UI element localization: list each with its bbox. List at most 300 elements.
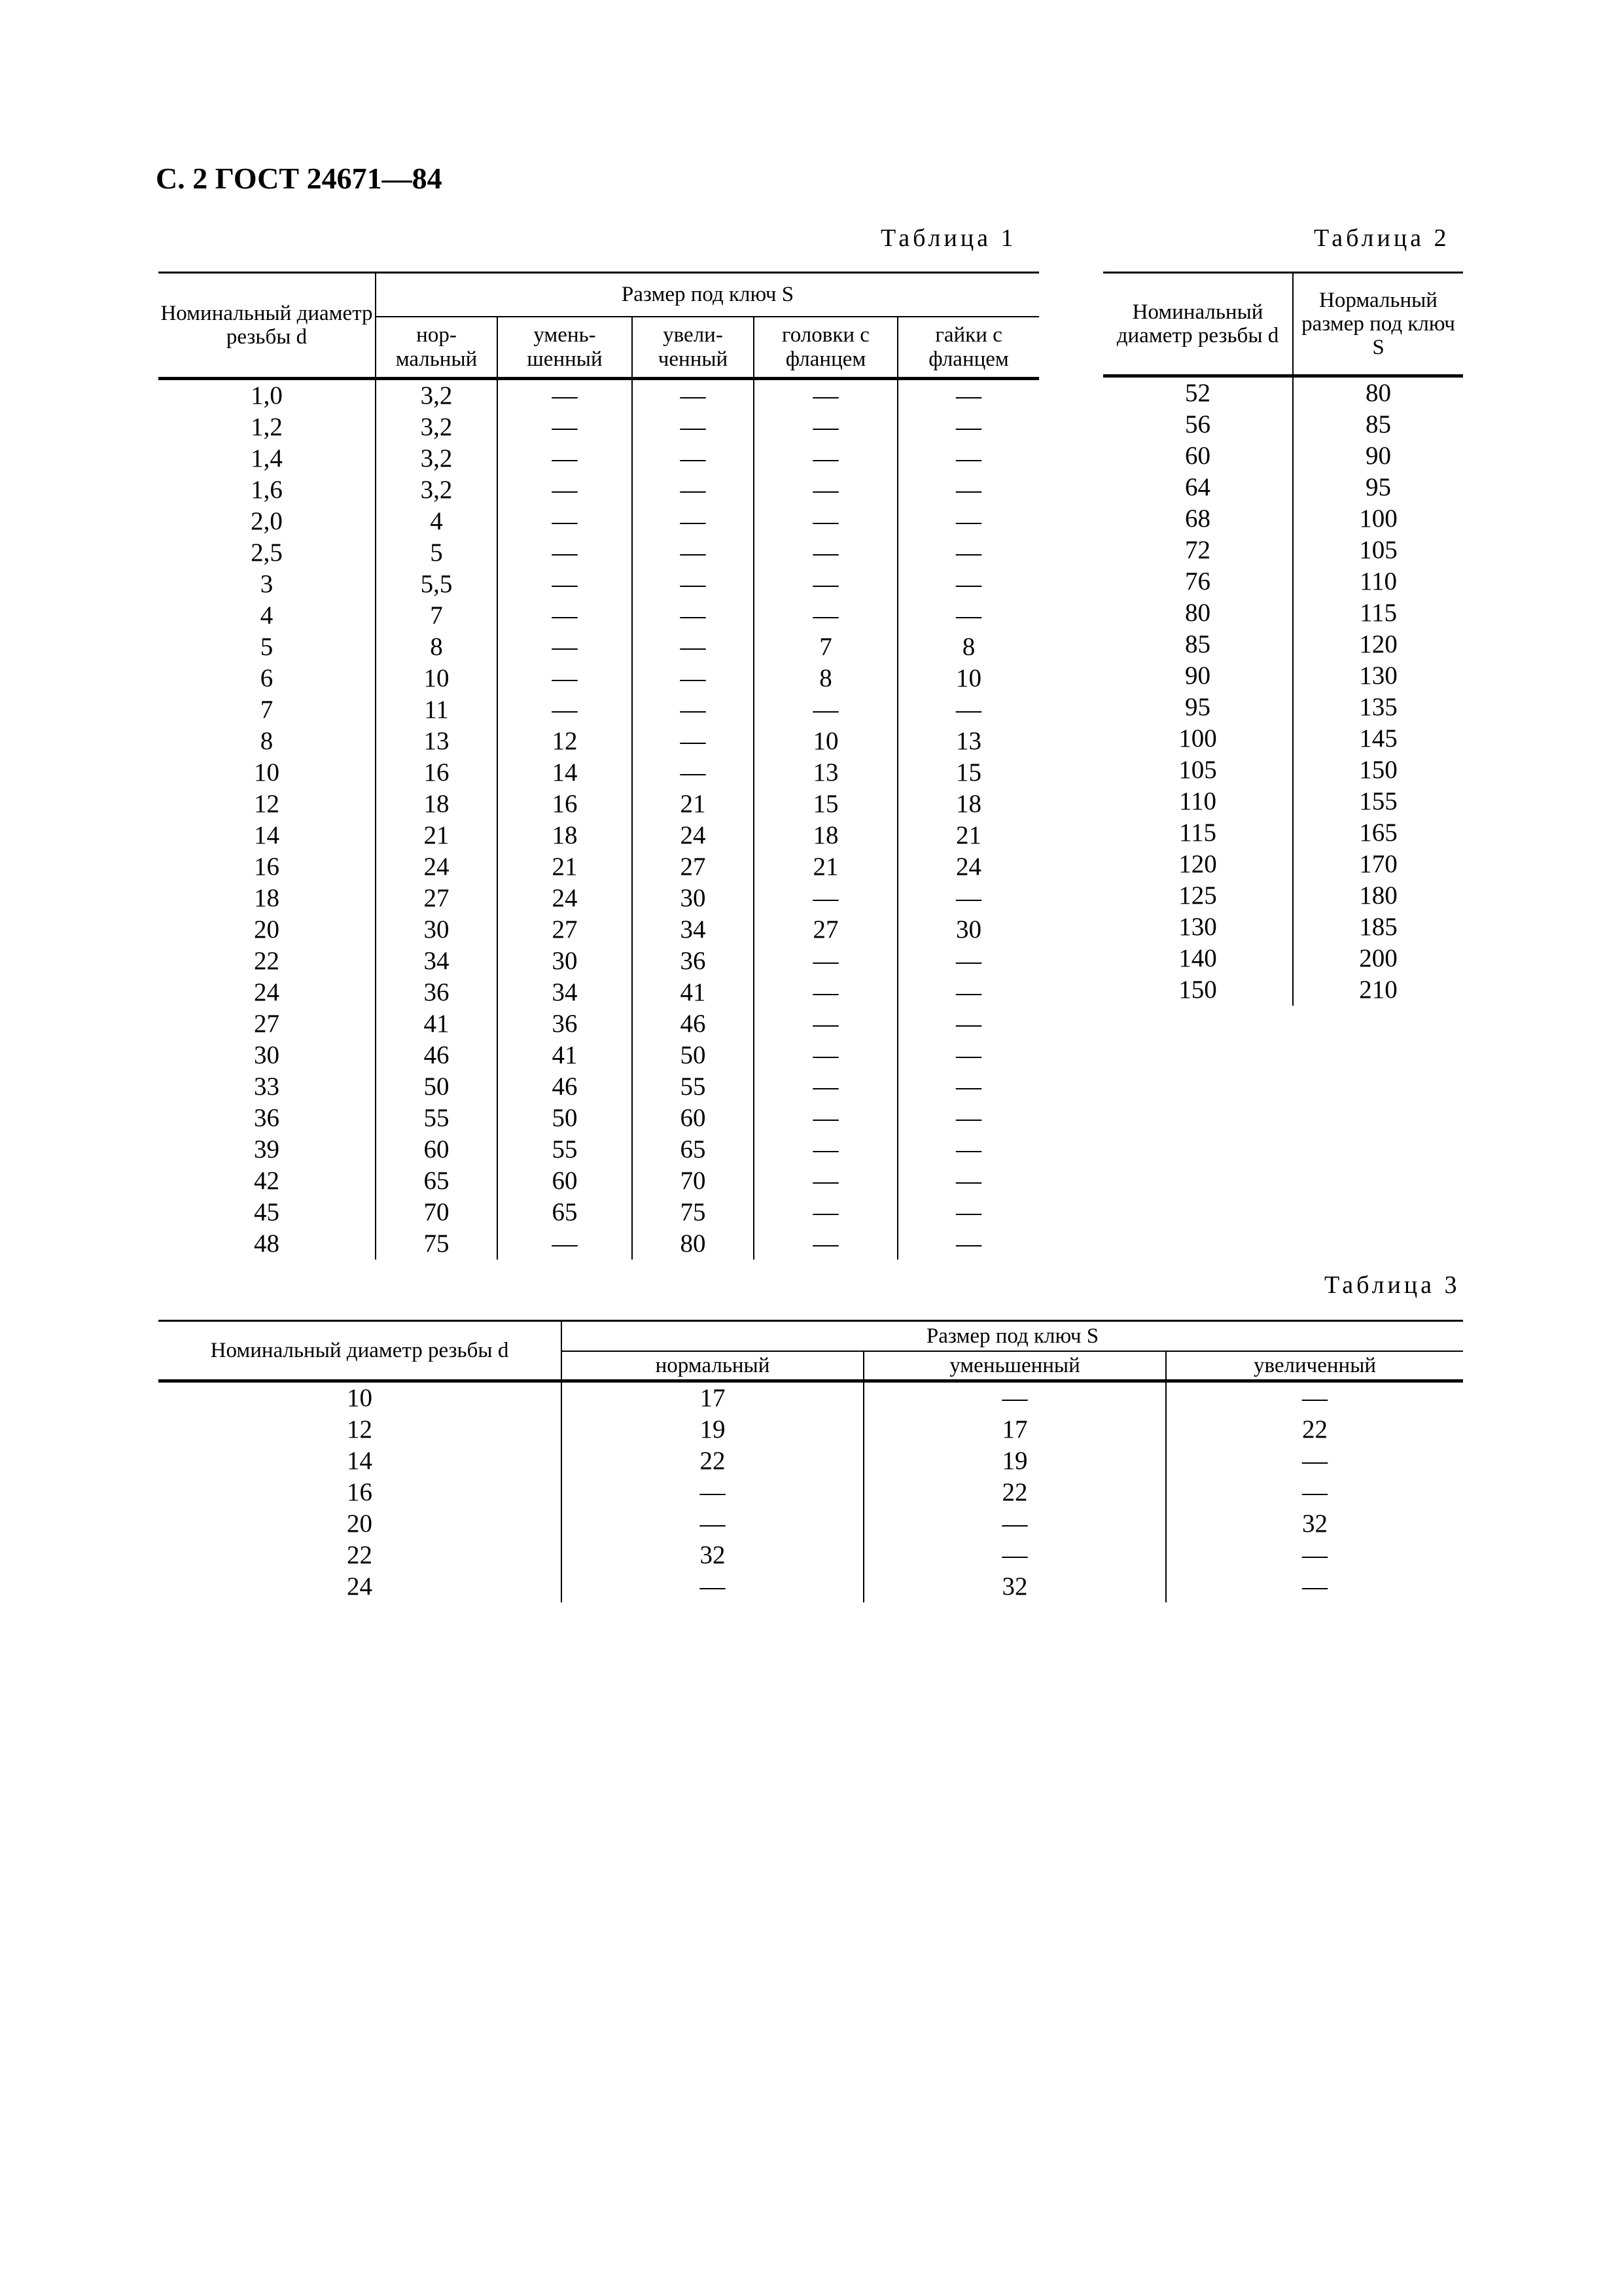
table-cell: — xyxy=(497,600,632,631)
table-cell: 33 xyxy=(158,1071,376,1103)
table-row xyxy=(158,600,1039,631)
table-cell: 21 xyxy=(754,851,898,883)
table-cell: — xyxy=(632,443,754,474)
table-cell: 155 xyxy=(1359,787,1398,815)
table-cell: — xyxy=(956,381,982,410)
table-cell: — xyxy=(632,569,754,600)
table-cell: — xyxy=(754,945,898,977)
table-cell: 8 xyxy=(962,633,976,661)
table-cell: — xyxy=(754,1134,898,1165)
table-cell: 30 xyxy=(497,945,632,977)
table-row xyxy=(158,820,1039,851)
table-cell: 21 xyxy=(497,851,632,883)
table-cell: 1,6 xyxy=(158,474,376,506)
table-cell: 115 xyxy=(1359,599,1398,627)
table-cell: — xyxy=(754,443,898,474)
table-cell: — xyxy=(956,476,982,504)
table-cell: 8 xyxy=(376,631,497,663)
table-row xyxy=(158,1134,1039,1165)
table-cell: — xyxy=(497,569,632,600)
table-cell: 32 xyxy=(1302,1510,1328,1538)
table1-caption: Таблица 1 xyxy=(881,224,1017,252)
table-cell: — xyxy=(956,539,982,567)
table-row xyxy=(158,1197,1039,1228)
table-cell: 39 xyxy=(158,1134,376,1165)
table-cell: 90 xyxy=(1103,660,1293,692)
table-row xyxy=(158,726,1039,757)
table-cell: 36 xyxy=(158,1103,376,1134)
table-cell: 2,0 xyxy=(158,506,376,537)
table-cell: 20 xyxy=(158,1508,561,1540)
table-cell: 7 xyxy=(158,694,376,726)
table-cell: — xyxy=(956,947,982,975)
table-cell: — xyxy=(497,506,632,537)
table-row xyxy=(158,1071,1039,1103)
table-row xyxy=(158,1040,1039,1071)
table-cell: — xyxy=(956,1135,982,1163)
table-row xyxy=(158,379,1039,412)
table-row xyxy=(158,474,1039,506)
table-cell: — xyxy=(754,474,898,506)
table-cell: — xyxy=(754,569,898,600)
table-cell: 65 xyxy=(376,1165,497,1197)
table-row xyxy=(1103,376,1463,410)
table-cell: — xyxy=(956,413,982,441)
table-row xyxy=(158,631,1039,663)
table-row xyxy=(158,1477,1463,1508)
table-cell: 115 xyxy=(1103,817,1293,849)
table-cell: 13 xyxy=(956,727,982,755)
table-cell: 80 xyxy=(1103,597,1293,629)
table-cell: — xyxy=(956,444,982,472)
table-row xyxy=(1103,440,1463,472)
table-cell: 55 xyxy=(497,1134,632,1165)
table-row xyxy=(1103,754,1463,786)
table-cell: 46 xyxy=(497,1071,632,1103)
table2-caption: Таблица 2 xyxy=(1314,224,1450,252)
table-cell: 16 xyxy=(158,1477,561,1508)
table3-caption: Таблица 3 xyxy=(1324,1271,1460,1299)
table-cell: 36 xyxy=(376,977,497,1008)
table-row xyxy=(1103,503,1463,535)
table-cell: 60 xyxy=(376,1134,497,1165)
table-cell: 50 xyxy=(376,1071,497,1103)
table-cell: — xyxy=(754,1228,898,1260)
table-cell: 72 xyxy=(1103,535,1293,566)
table-row xyxy=(1103,849,1463,880)
table-cell: 70 xyxy=(632,1165,754,1197)
table-cell: — xyxy=(956,884,982,912)
table-row xyxy=(1103,692,1463,723)
table1-header-group: Размер под ключ S xyxy=(376,273,1039,317)
table1-header-diameter: Номинальный диаметр резьбы d xyxy=(158,273,376,379)
table1-header-normal: нор- мальный xyxy=(376,317,497,378)
table-cell: — xyxy=(956,1167,982,1195)
table-cell: 150 xyxy=(1103,974,1293,1006)
table-cell: 8 xyxy=(754,663,898,694)
table-cell: 170 xyxy=(1359,850,1398,878)
table-cell: — xyxy=(632,663,754,694)
table-cell: 125 xyxy=(1103,880,1293,911)
table-cell: 90 xyxy=(1366,442,1391,470)
table-cell: 10 xyxy=(158,757,376,788)
table-cell: 3,2 xyxy=(376,412,497,443)
table-cell: 36 xyxy=(497,1008,632,1040)
table-cell: 32 xyxy=(864,1571,1166,1602)
table-cell: — xyxy=(1302,1572,1328,1600)
table-cell: — xyxy=(956,601,982,629)
table-cell: — xyxy=(632,506,754,537)
table-cell: 135 xyxy=(1359,693,1398,721)
table-row xyxy=(1103,911,1463,943)
table-cell: — xyxy=(754,379,898,412)
table-cell: 180 xyxy=(1359,881,1398,910)
table-cell: 21 xyxy=(632,788,754,820)
table-cell: 14 xyxy=(497,757,632,788)
table-row xyxy=(1103,974,1463,1006)
table2-header-diameter: Номинальный диаметр резьбы d xyxy=(1103,273,1293,376)
table-cell: 100 xyxy=(1103,723,1293,754)
table-cell: 22 xyxy=(561,1445,864,1477)
table-cell: 110 xyxy=(1359,567,1398,595)
table-cell: 68 xyxy=(1103,503,1293,535)
table-cell: 7 xyxy=(754,631,898,663)
table-cell: 14 xyxy=(158,1445,561,1477)
table-cell: 24 xyxy=(158,1571,561,1602)
table-row xyxy=(1103,597,1463,629)
table-cell: 22 xyxy=(1302,1415,1328,1443)
table-cell: — xyxy=(1302,1384,1328,1412)
table-cell: — xyxy=(632,412,754,443)
table-cell: 27 xyxy=(754,914,898,945)
table-cell: 41 xyxy=(376,1008,497,1040)
table-cell: 6 xyxy=(158,663,376,694)
table-cell: 34 xyxy=(497,977,632,1008)
table-cell: — xyxy=(497,412,632,443)
table-cell: — xyxy=(632,474,754,506)
table-cell: 165 xyxy=(1359,819,1398,847)
table-cell: 42 xyxy=(158,1165,376,1197)
table-cell: 30 xyxy=(376,914,497,945)
table-row xyxy=(158,694,1039,726)
table-row xyxy=(158,1228,1039,1260)
table-cell: 95 xyxy=(1366,473,1391,501)
table-cell: 50 xyxy=(632,1040,754,1071)
table-cell: 18 xyxy=(158,883,376,914)
table1-header-reduced: умень- шенный xyxy=(497,317,632,378)
table-cell: 18 xyxy=(754,820,898,851)
table-cell: 130 xyxy=(1103,911,1293,943)
table3-header-group: Размер под ключ S xyxy=(561,1321,1463,1351)
table-cell: 46 xyxy=(632,1008,754,1040)
table-row xyxy=(158,663,1039,694)
table-cell: — xyxy=(632,726,754,757)
table-cell: 1,2 xyxy=(158,412,376,443)
table-cell: 10 xyxy=(754,726,898,757)
table-cell: 41 xyxy=(497,1040,632,1071)
table-row xyxy=(1103,629,1463,660)
table-row xyxy=(158,914,1039,945)
table-row xyxy=(158,977,1039,1008)
table-cell: 150 xyxy=(1359,756,1398,784)
table-row xyxy=(158,757,1039,788)
table-cell: 22 xyxy=(158,945,376,977)
table-cell: — xyxy=(497,443,632,474)
table-cell: 110 xyxy=(1103,786,1293,817)
table2 xyxy=(1103,272,1463,1006)
table-cell: — xyxy=(632,600,754,631)
table-row xyxy=(158,1008,1039,1040)
table-row xyxy=(158,569,1039,600)
table-cell: 17 xyxy=(864,1414,1166,1445)
table-cell: — xyxy=(1302,1541,1328,1569)
table-cell: 3,2 xyxy=(376,379,497,412)
table-cell: — xyxy=(632,694,754,726)
table-cell: — xyxy=(956,1010,982,1038)
table-cell: 27 xyxy=(632,851,754,883)
table-cell: 19 xyxy=(561,1414,864,1445)
table-cell: — xyxy=(497,631,632,663)
table-cell: — xyxy=(754,1103,898,1134)
table-row xyxy=(1103,786,1463,817)
table-row xyxy=(158,1414,1463,1445)
table-cell: 30 xyxy=(158,1040,376,1071)
table-cell: 24 xyxy=(497,883,632,914)
table-cell: — xyxy=(956,507,982,535)
table-cell: 30 xyxy=(956,915,982,944)
table-row xyxy=(1103,817,1463,849)
table-cell: 45 xyxy=(158,1197,376,1228)
table-cell: 15 xyxy=(956,758,982,786)
table-row xyxy=(158,1381,1463,1415)
table-cell: 145 xyxy=(1359,724,1398,752)
table-row xyxy=(158,1445,1463,1477)
table-cell: 24 xyxy=(158,977,376,1008)
table-cell: 41 xyxy=(632,977,754,1008)
table-cell: 130 xyxy=(1359,662,1398,690)
table-cell: 85 xyxy=(1103,629,1293,660)
table-row xyxy=(1103,472,1463,503)
table-row xyxy=(1103,943,1463,974)
table-cell: — xyxy=(497,537,632,569)
table-cell: 12 xyxy=(158,788,376,820)
table-cell: 3,2 xyxy=(376,474,497,506)
table-cell: 36 xyxy=(632,945,754,977)
table3-header-enlarged: увеличенный xyxy=(1166,1351,1463,1381)
table-cell: 75 xyxy=(376,1228,497,1260)
table-cell: — xyxy=(561,1477,864,1508)
table-row xyxy=(158,788,1039,820)
table-row xyxy=(158,945,1039,977)
table-cell: 60 xyxy=(497,1165,632,1197)
table-cell: 60 xyxy=(632,1103,754,1134)
table-cell: 65 xyxy=(497,1197,632,1228)
table-cell: 15 xyxy=(754,788,898,820)
table-cell: — xyxy=(754,883,898,914)
table-cell: 3 xyxy=(158,569,376,600)
table-cell: — xyxy=(561,1571,864,1602)
table-cell: — xyxy=(632,537,754,569)
table-cell: 3,2 xyxy=(376,443,497,474)
table-cell: — xyxy=(956,978,982,1006)
table-cell: — xyxy=(754,977,898,1008)
table-row xyxy=(158,412,1039,443)
table-row xyxy=(158,1571,1463,1602)
table-row xyxy=(1103,660,1463,692)
table-row xyxy=(158,1508,1463,1540)
table-cell: 48 xyxy=(158,1228,376,1260)
table-cell: 85 xyxy=(1366,410,1391,438)
table-cell: 1,4 xyxy=(158,443,376,474)
table1-header-flange-head: головки с фланцем xyxy=(754,317,898,378)
table-row xyxy=(158,1103,1039,1134)
table-cell: — xyxy=(497,1228,632,1260)
table-cell: — xyxy=(754,506,898,537)
table-cell: 80 xyxy=(632,1228,754,1260)
table1 xyxy=(158,272,1039,1260)
table-cell: 50 xyxy=(497,1103,632,1134)
table-cell: 10 xyxy=(158,1381,561,1415)
table-cell: 80 xyxy=(1366,379,1391,407)
table-cell: — xyxy=(1302,1447,1328,1475)
table-cell: 100 xyxy=(1359,504,1398,533)
table-cell: 24 xyxy=(632,820,754,851)
table-cell: 60 xyxy=(1103,440,1293,472)
table-cell: — xyxy=(864,1540,1166,1571)
table1-header-enlarged: увели- ченный xyxy=(632,317,754,378)
table-cell: — xyxy=(497,694,632,726)
table-cell: — xyxy=(632,757,754,788)
table1-header-flange-nut: гайки с фланцем xyxy=(898,317,1039,378)
table-cell: — xyxy=(754,1071,898,1103)
table-cell: 21 xyxy=(376,820,497,851)
table-row xyxy=(158,506,1039,537)
table-cell: 7 xyxy=(376,600,497,631)
table-cell: 1,0 xyxy=(158,379,376,412)
table-cell: — xyxy=(497,663,632,694)
table-cell: 65 xyxy=(632,1134,754,1165)
table-cell: 16 xyxy=(376,757,497,788)
table-cell: — xyxy=(754,1197,898,1228)
table-row xyxy=(1103,409,1463,440)
table-cell: — xyxy=(956,696,982,724)
table-cell: 105 xyxy=(1359,536,1398,564)
table-cell: — xyxy=(864,1508,1166,1540)
table-cell: — xyxy=(956,1198,982,1226)
table-cell: — xyxy=(754,600,898,631)
table-row xyxy=(158,1540,1463,1571)
table-cell: 18 xyxy=(956,790,982,818)
table-cell: — xyxy=(956,1072,982,1101)
table-cell: 27 xyxy=(376,883,497,914)
table-cell: 32 xyxy=(561,1540,864,1571)
table-cell: — xyxy=(497,379,632,412)
table-cell: 10 xyxy=(956,664,982,692)
table-cell: 5,5 xyxy=(376,569,497,600)
table-row xyxy=(1103,723,1463,754)
table3-header-reduced: уменьшенный xyxy=(864,1351,1166,1381)
table-cell: 24 xyxy=(376,851,497,883)
table-cell: 120 xyxy=(1359,630,1398,658)
table-cell: 14 xyxy=(158,820,376,851)
table-cell: — xyxy=(956,1041,982,1069)
table-cell: 12 xyxy=(497,726,632,757)
table-cell: 24 xyxy=(956,853,982,881)
table-cell: 17 xyxy=(561,1381,864,1415)
table-cell: 55 xyxy=(376,1103,497,1134)
table-cell: — xyxy=(754,694,898,726)
table-cell: 55 xyxy=(632,1071,754,1103)
table-cell: 27 xyxy=(497,914,632,945)
table3 xyxy=(158,1320,1463,1602)
table-cell: 140 xyxy=(1103,943,1293,974)
table-cell: 10 xyxy=(376,663,497,694)
table-row xyxy=(1103,566,1463,597)
table-cell: — xyxy=(754,537,898,569)
table-cell: 27 xyxy=(158,1008,376,1040)
table-cell: 200 xyxy=(1359,944,1398,972)
table-cell: 16 xyxy=(158,851,376,883)
table-cell: — xyxy=(632,379,754,412)
table-cell: 75 xyxy=(632,1197,754,1228)
table-cell: — xyxy=(561,1508,864,1540)
table-cell: 105 xyxy=(1103,754,1293,786)
table-row xyxy=(1103,535,1463,566)
table-row xyxy=(158,1165,1039,1197)
table-cell: 8 xyxy=(158,726,376,757)
table-cell: — xyxy=(754,412,898,443)
table-cell: — xyxy=(754,1008,898,1040)
table-cell: 95 xyxy=(1103,692,1293,723)
table-row xyxy=(158,883,1039,914)
table-cell: — xyxy=(754,1040,898,1071)
table-cell: 5 xyxy=(158,631,376,663)
table-cell: — xyxy=(956,1104,982,1132)
table-cell: 76 xyxy=(1103,566,1293,597)
table-cell: 16 xyxy=(497,788,632,820)
table-cell: 4 xyxy=(376,506,497,537)
table-cell: 12 xyxy=(158,1414,561,1445)
table-cell: 34 xyxy=(376,945,497,977)
table-cell: 22 xyxy=(864,1477,1166,1508)
table2-header-size: Нормальный размер под ключ S xyxy=(1293,273,1463,376)
table-cell: 34 xyxy=(632,914,754,945)
table-row xyxy=(158,537,1039,569)
table-cell: 13 xyxy=(376,726,497,757)
table-cell: 22 xyxy=(158,1540,561,1571)
table-cell: 11 xyxy=(376,694,497,726)
table-cell: — xyxy=(754,1165,898,1197)
table-cell: — xyxy=(864,1381,1166,1415)
table-row xyxy=(158,443,1039,474)
table-cell: — xyxy=(956,570,982,598)
table-cell: 56 xyxy=(1103,409,1293,440)
table-cell: — xyxy=(497,474,632,506)
table-cell: — xyxy=(1302,1478,1328,1506)
table-cell: 18 xyxy=(497,820,632,851)
table-cell: 46 xyxy=(376,1040,497,1071)
table-cell: 19 xyxy=(864,1445,1166,1477)
table-cell: — xyxy=(956,1229,982,1258)
table-cell: 2,5 xyxy=(158,537,376,569)
table-cell: 4 xyxy=(158,600,376,631)
table-cell: 5 xyxy=(376,537,497,569)
table-cell: 210 xyxy=(1359,976,1398,1004)
table-cell: 64 xyxy=(1103,472,1293,503)
table-cell: 13 xyxy=(754,757,898,788)
table-row xyxy=(158,851,1039,883)
table-cell: — xyxy=(632,631,754,663)
